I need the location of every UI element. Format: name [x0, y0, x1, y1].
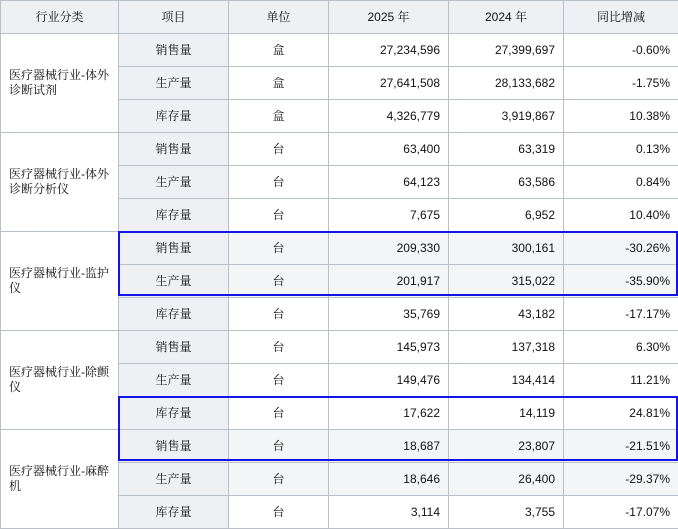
change-cell: 0.13%: [564, 133, 678, 166]
change-cell: 10.40%: [564, 199, 678, 232]
value-2024-cell: 6,952: [449, 199, 564, 232]
value-2024-cell: 23,807: [449, 430, 564, 463]
value-2025-cell: 35,769: [329, 298, 449, 331]
item-cell: 生产量: [119, 463, 229, 496]
unit-cell: 台: [229, 496, 329, 529]
change-cell: -17.07%: [564, 496, 678, 529]
value-2024-cell: 14,119: [449, 397, 564, 430]
value-2025-cell: 3,114: [329, 496, 449, 529]
value-2024-cell: 43,182: [449, 298, 564, 331]
item-cell: 销售量: [119, 430, 229, 463]
value-2024-cell: 27,399,697: [449, 34, 564, 67]
change-cell: 0.84%: [564, 166, 678, 199]
unit-cell: 台: [229, 133, 329, 166]
category-cell: 医疗器械行业-体外诊断试剂: [1, 34, 119, 133]
change-cell: -30.26%: [564, 232, 678, 265]
column-header-2025: 2025 年: [329, 1, 449, 34]
value-2025-cell: 18,646: [329, 463, 449, 496]
change-cell: -29.37%: [564, 463, 678, 496]
item-cell: 库存量: [119, 199, 229, 232]
table-body: [1, 34, 678, 529]
unit-cell: 台: [229, 430, 329, 463]
header-row: [1, 1, 678, 34]
item-cell: 库存量: [119, 100, 229, 133]
item-cell: 生产量: [119, 364, 229, 397]
column-header-yoy-change: 同比增减: [564, 1, 678, 34]
value-2025-cell: 4,326,779: [329, 100, 449, 133]
unit-cell: 台: [229, 364, 329, 397]
change-cell: 11.21%: [564, 364, 678, 397]
value-2024-cell: 134,414: [449, 364, 564, 397]
item-cell: 销售量: [119, 232, 229, 265]
column-header-unit: 单位: [229, 1, 329, 34]
category-cell: 医疗器械行业-麻醉机: [1, 430, 119, 529]
category-cell: 医疗器械行业-体外诊断分析仪: [1, 133, 119, 232]
value-2024-cell: 63,586: [449, 166, 564, 199]
value-2024-cell: 3,919,867: [449, 100, 564, 133]
value-2024-cell: 26,400: [449, 463, 564, 496]
table-row: [1, 430, 678, 463]
change-cell: 24.81%: [564, 397, 678, 430]
column-header-2024: 2024 年: [449, 1, 564, 34]
value-2025-cell: 27,641,508: [329, 67, 449, 100]
item-cell: 销售量: [119, 133, 229, 166]
item-cell: 销售量: [119, 331, 229, 364]
table-row: [1, 331, 678, 364]
value-2024-cell: 137,318: [449, 331, 564, 364]
unit-cell: 台: [229, 331, 329, 364]
unit-cell: 台: [229, 397, 329, 430]
unit-cell: 盒: [229, 34, 329, 67]
value-2025-cell: 145,973: [329, 331, 449, 364]
value-2024-cell: 63,319: [449, 133, 564, 166]
unit-cell: 台: [229, 166, 329, 199]
item-cell: 生产量: [119, 166, 229, 199]
item-cell: 销售量: [119, 34, 229, 67]
column-header-item: 项目: [119, 1, 229, 34]
value-2025-cell: 18,687: [329, 430, 449, 463]
change-cell: -1.75%: [564, 67, 678, 100]
value-2025-cell: 201,917: [329, 265, 449, 298]
unit-cell: 盒: [229, 67, 329, 100]
unit-cell: 台: [229, 265, 329, 298]
unit-cell: 台: [229, 199, 329, 232]
unit-cell: 台: [229, 232, 329, 265]
item-cell: 生产量: [119, 67, 229, 100]
change-cell: -17.17%: [564, 298, 678, 331]
item-cell: 库存量: [119, 397, 229, 430]
value-2025-cell: 64,123: [329, 166, 449, 199]
value-2025-cell: 149,476: [329, 364, 449, 397]
table-row: [1, 133, 678, 166]
change-cell: 6.30%: [564, 331, 678, 364]
category-cell: 医疗器械行业-监护仪: [1, 232, 119, 331]
value-2025-cell: 63,400: [329, 133, 449, 166]
value-2025-cell: 17,622: [329, 397, 449, 430]
item-cell: 生产量: [119, 265, 229, 298]
value-2025-cell: 209,330: [329, 232, 449, 265]
item-cell: 库存量: [119, 496, 229, 529]
value-2025-cell: 7,675: [329, 199, 449, 232]
column-header-category: 行业分类: [1, 1, 119, 34]
value-2024-cell: 315,022: [449, 265, 564, 298]
value-2024-cell: 300,161: [449, 232, 564, 265]
table-row: [1, 232, 678, 265]
change-cell: 10.38%: [564, 100, 678, 133]
value-2025-cell: 27,234,596: [329, 34, 449, 67]
value-2024-cell: 3,755: [449, 496, 564, 529]
table-row: [1, 34, 678, 67]
value-2024-cell: 28,133,682: [449, 67, 564, 100]
category-cell: 医疗器械行业-除颤仪: [1, 331, 119, 430]
unit-cell: 台: [229, 463, 329, 496]
change-cell: -0.60%: [564, 34, 678, 67]
item-cell: 库存量: [119, 298, 229, 331]
unit-cell: 盒: [229, 100, 329, 133]
change-cell: -21.51%: [564, 430, 678, 463]
table-header: [1, 1, 678, 34]
unit-cell: 台: [229, 298, 329, 331]
change-cell: -35.90%: [564, 265, 678, 298]
